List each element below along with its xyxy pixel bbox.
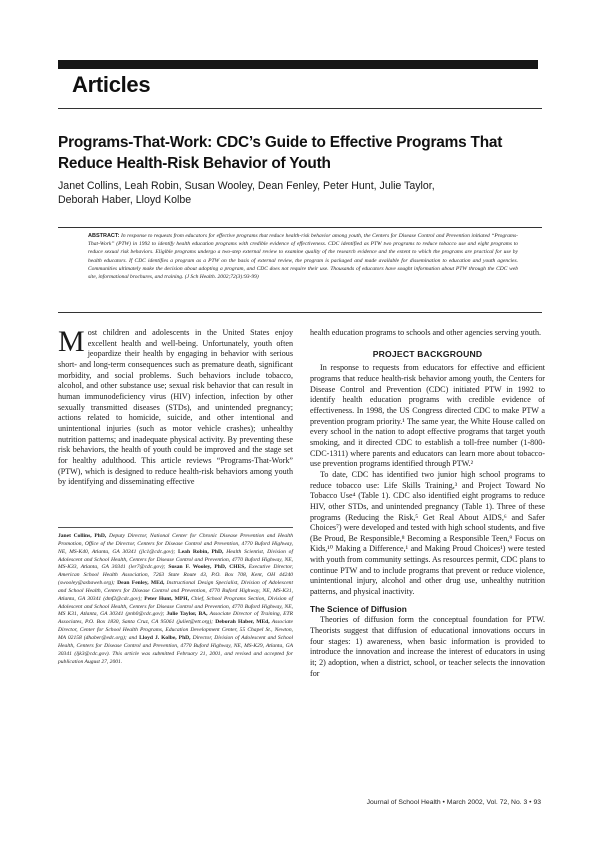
header-rule <box>58 108 542 109</box>
bio-name: Leah Robin, PhD, <box>178 548 224 555</box>
bio-divider <box>58 527 293 528</box>
header-bar <box>58 60 538 69</box>
bio-name: Deborah Haber, MEd, <box>215 619 270 626</box>
body-paragraph: health education programs to schools and other agencies serving youth. <box>310 328 542 337</box>
intro-text: ost children and adolescents in the United States enjoy excellent health and well-being. Unfortunately, youth often jeopardize their health by engaging in behavior with serious short- and long-term consequences such as premature death, significant morbidity, and social problems. Such behaviors include tobacco, alcohol, and other substance use; sexual risk behavior that can result in human immunodeficiency virus (HIV) infection, infection by other sexually transmitted diseases (STDs), and unintended pregnancy; actions related to homicide, suicide, and other intentional and unintentional injuries (such as motor vehicle crashes); unhealthy nutrition patterns; and inadequate physical activity. By preventing these risk behaviors, the health of youth could be improved and the stage set for healthy adulthood. This article reviews “Programs-That-Work” (PTW), which is designed to reduce health-risk behaviors among youth by identifying and disseminating effective <box>58 328 293 487</box>
abstract-text: In response to requests from educators for effective programs that reduce health-risk behavior among youth, the Centers for Disease Control and Prevention initiated “Programs-That-Work” (PTW) in 1992 to identify health education programs with credible evidence of effectiveness. CDC identified as PTW two programs to reduce tobacco use and eight programs to reduce sexual risk behaviors. Eligible programs undergo a two-step external review to examine quality of the research evidence and the extent to which the programs are practical for use by health educators. If CDC identifies a program as a PTW on the basis of external review, the program is packaged and made available for dissemination to education and youth agencies. Communities ultimately make the decision about adopting a program, and CDC does not require their use. Thousands of educators have sought information about PTW through the CDC web site, informational brochures, and training. (J Sch Health. 2002;72(3):93-99) <box>88 233 519 281</box>
drop-cap: M <box>58 325 85 358</box>
abstract <box>88 232 518 281</box>
left-column <box>58 325 293 488</box>
bio-name: Julie Taylor, BA, <box>166 611 208 618</box>
abstract-bottom-rule <box>58 312 542 313</box>
bio-text: Chief, School Programs Section, Division of Adolescent and School Health, Centers for Disease Control and Prevention, 4770 Buford Highway, NE, MS K31, Atlanta, GA 30341 (pnh0@cdc.gov); <box>58 595 293 618</box>
abstract-top-rule <box>58 227 542 228</box>
author-list: Janet Collins, Leah Robin, Susan Wooley, Dean Fenley, Peter Hunt, Julie Taylor, Deborah Haber, Lloyd Kolbe <box>58 180 435 206</box>
bio-text: Associate Director of Training, ETR Associates, P.O. Box 1830, Santa Cruz, CA 95061 (juliet@etr.org); <box>58 611 293 626</box>
right-column <box>310 328 545 679</box>
section-heading: PROJECT BACKGROUND <box>372 348 483 359</box>
body-paragraph: Theories of diffusion form the conceptual foundation for PTW. Theorists suggest that diffusion of educational innovations occurs in four stages: 1) awareness, when basic information is provided to introduce the innovation and increase the interest of educators in using it; 2) adoption, when a district, school, or teacher selects the innovation for <box>310 615 545 678</box>
bio-text: Executive Director, American School Health Association, 7263 State Route 43, P.O. Box 708, Kent, OH 44240 (swooley@ashaweb.org); <box>58 564 294 587</box>
article-title: Programs-That-Work: CDC’s Guide to Effective Programs That Reduce Health-Risk Behavior of Youth <box>58 134 503 172</box>
bio-name: Dean Fenley, MEd, <box>117 580 165 587</box>
bio-text: Deputy Director, National Center for Chronic Disease Prevention and Health Promotion, Office of the Director, Centers for Disease Control and Prevention, 4770 Buford Highway, NE, MS-K40, Atlanta, GA 30341 (jlc1@cdc.gov); <box>58 533 293 555</box>
abstract-label: ABSTRACT: <box>88 233 120 239</box>
bio-text: Associate Director, Center for School Health Programs, Education Development Center, 55 Chapel St., Newton, MA 02158 (dhaber@edc.org); and <box>58 619 293 641</box>
bio-text: Instructional Design Specialist, Division of Adolescent and School Health, Centers for Disease Control and Prevention, 4770 Buford Highway, NE, MS-K31, Atlanta, GA 30341 (dmf2@cdc.gov); <box>58 580 293 602</box>
bio-name: Susan F. Wooley, PhD, CHES, <box>168 564 246 571</box>
body-paragraph: To date, CDC has identified two junior high school programs to reduce tobacco use: Life Skills Training,³ and Project Toward No Tobacco Use⁴ (Table 1). CDC also identified eight programs to reduce HIV, other STDs, and unintended pregnancy (Table 1). Three of these programs (Reducing the Risk,⁵ Get Real About AIDS,⁶ and Safer Choices⁷) were developed and tested with high school students, and five (Be Proud, Be Responsible,⁸ Becoming a Responsible Teen,⁹ Focus on Kids,¹⁰ Making a Difference,¹ and Making Proud Choices¹) were tested with youth from community settings. As resources permit, CDC plans to continue PTW and to include programs that prevent or reduce violence, unintentional injury, alcohol and other drug use, unhealthy nutrition patterns, and physical inactivity. <box>310 469 545 597</box>
bio-text: Director, Division of Adolescent and School Health, Centers for Disease Control and Prevention, 4770 Buford Highway, NE, MS-K29, Atlanta, GA 30341 (ljk3@cdc.gov). This article was submitted February 21, 2001, and revised and accepted for publication August 27, 2001. <box>58 634 294 665</box>
bio-name: Peter Hunt, MPH, <box>144 595 189 602</box>
author-bios <box>58 533 293 666</box>
bio-name: Janet Collins, PhD, <box>58 533 107 539</box>
intro-paragraph <box>58 325 293 488</box>
bio-text: Health Scientist, Division of Adolescent and School Health, Centers for Disease Control and Prevention, 4770 Buford Highway, NE, MS-K33, Atlanta, GA 30341 (ler7@cdc.gov); <box>58 548 293 571</box>
body-paragraph: In response to requests from educators for effective and efficient programs that reduce health-risk behavior among youth, the Centers for Disease Control and Prevention (CDC) initiated PTW in 1992 to identify health education programs with credible evidence of effectiveness. In 1998, the US Congress directed CDC to make PTW a prevention program priority.¹ The same year, the White House called on every school in the nation to adopt effective programs that target youth smoking, and it directed CDC to establish a toll-free number (1-800-CDC-1311) where parents and educators can learn more about tobacco-use prevention programs identified through PTW.² <box>310 363 545 469</box>
bio-name: Lloyd J. Kolbe, PhD, <box>139 634 191 641</box>
subsection-heading: The Science of Diffusion <box>310 603 407 614</box>
page-footer: Journal of School Health • March 2002, Vol. 72, No. 3 • 93 <box>366 799 541 806</box>
section-label: Articles <box>72 72 151 97</box>
